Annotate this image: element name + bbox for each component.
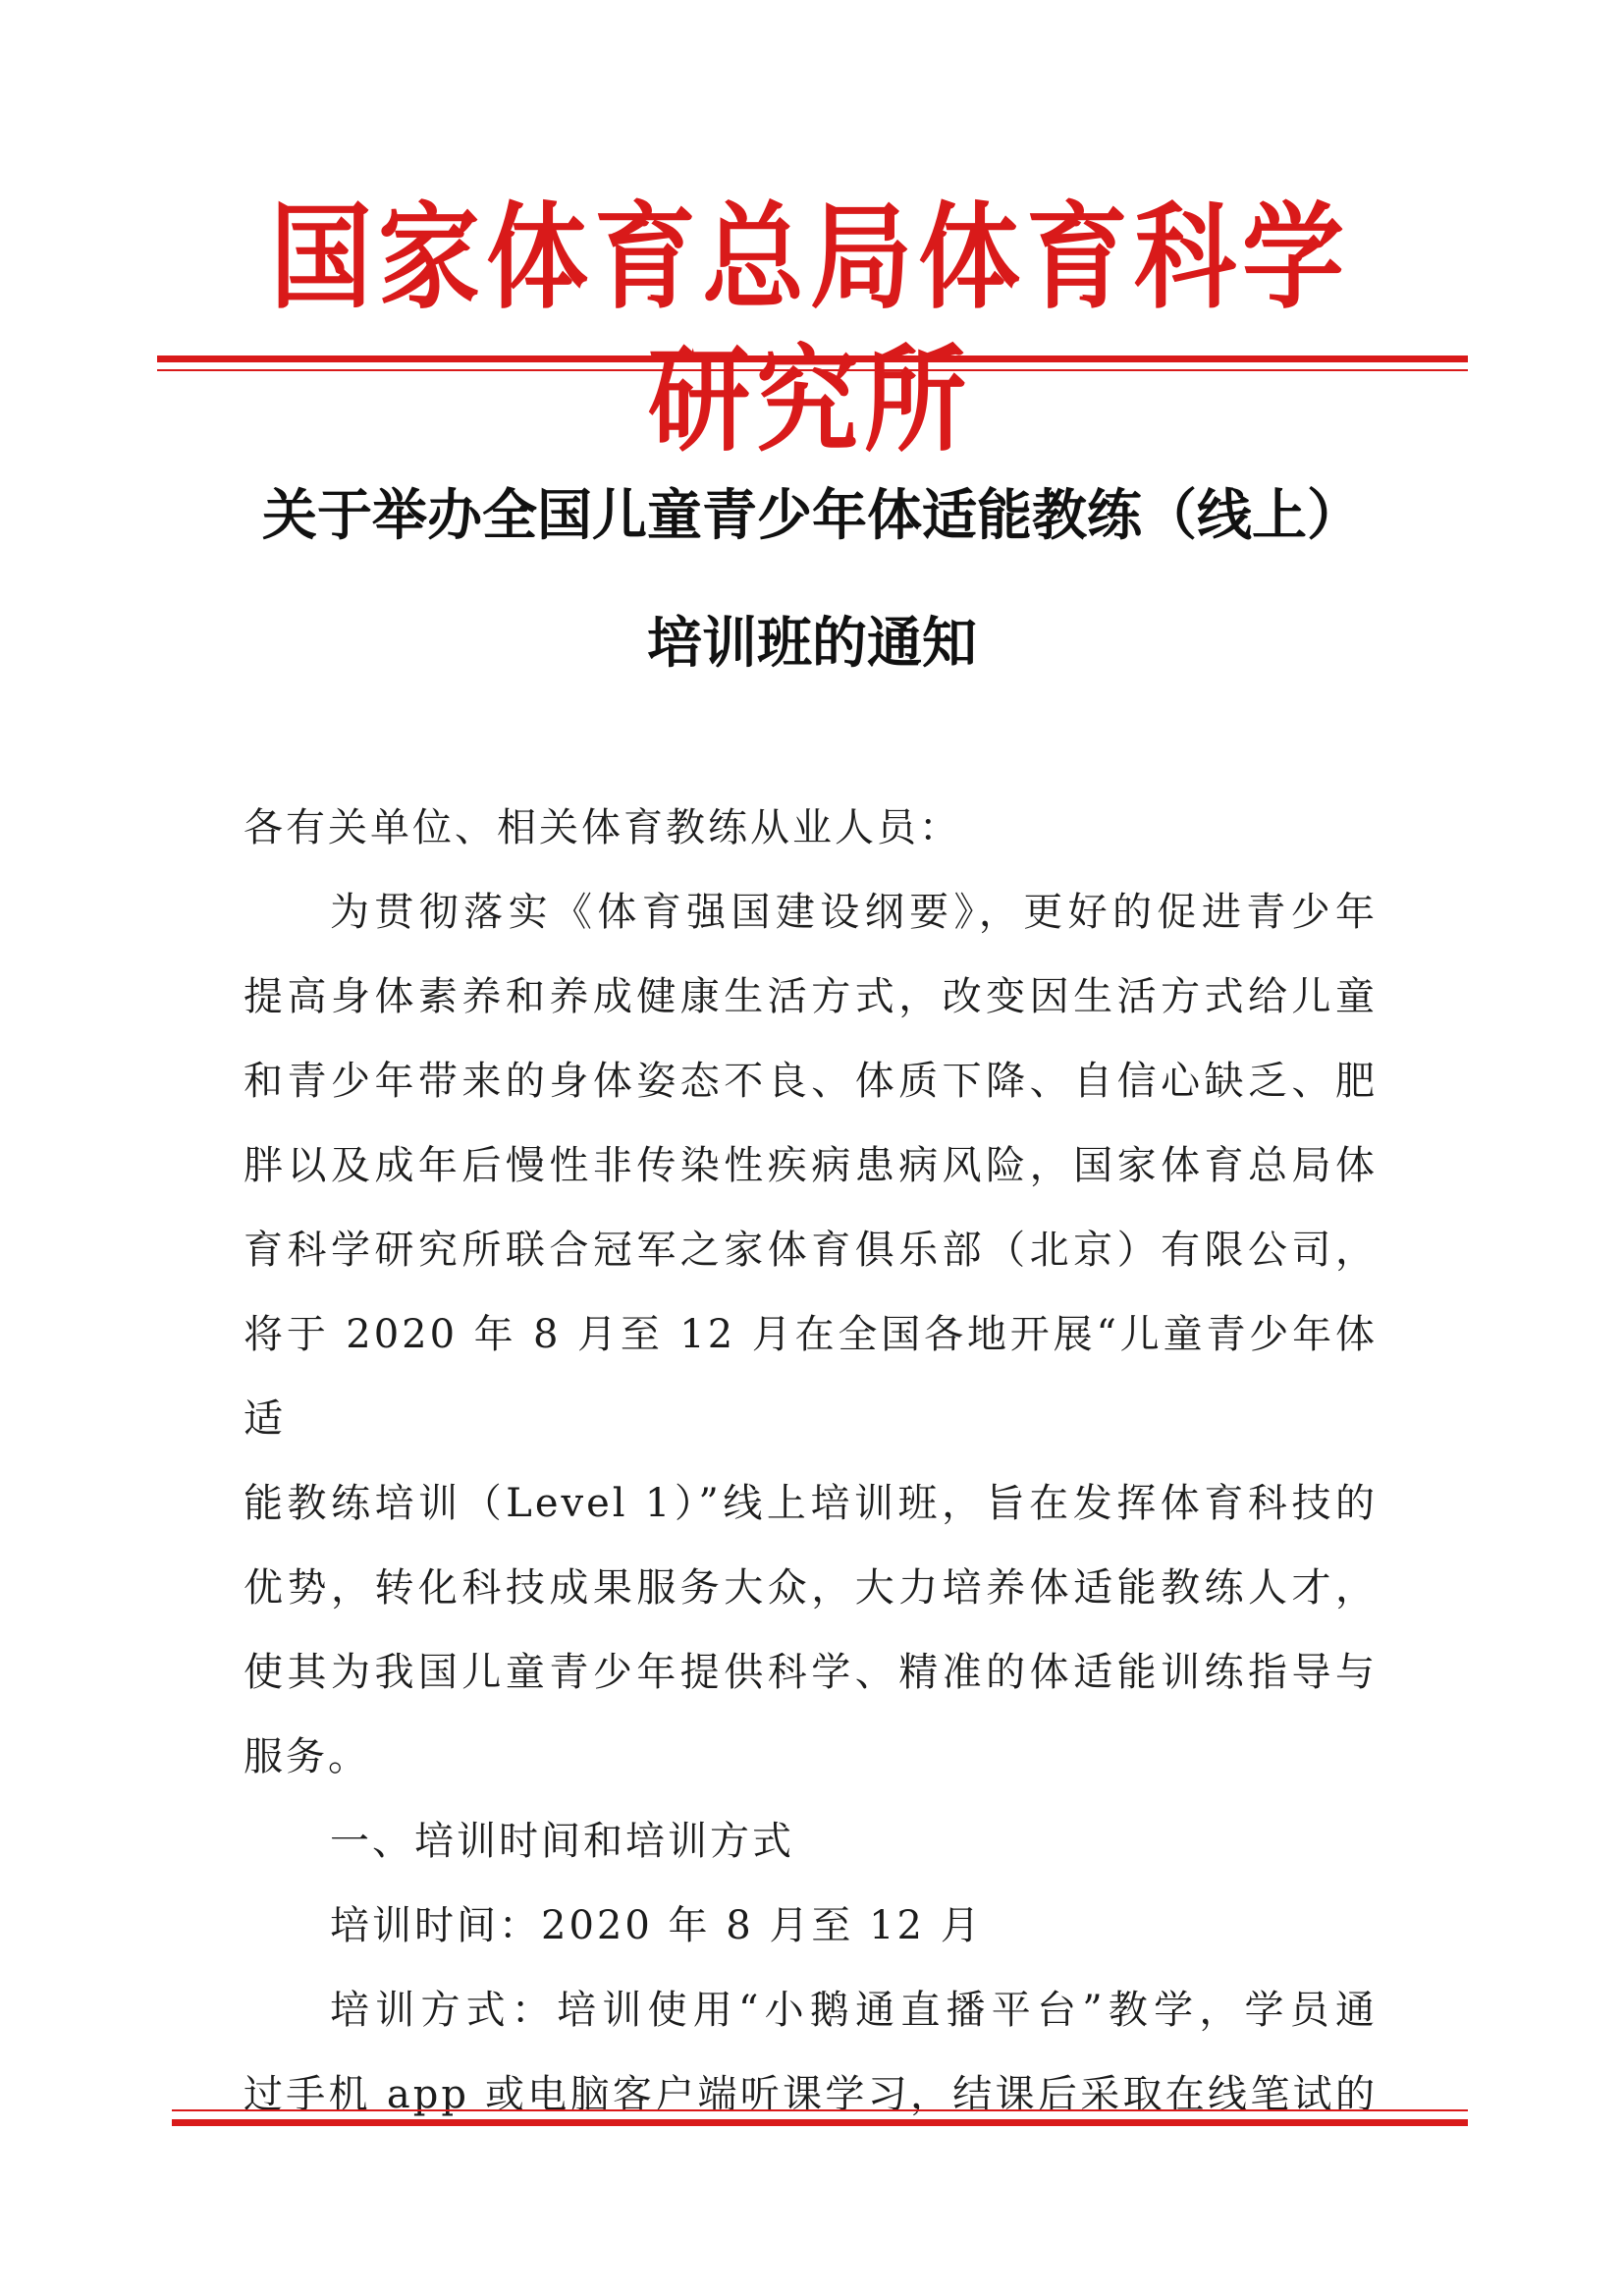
letterhead-org-name: 国家体育总局体育科学研究所 (269, 190, 1350, 468)
paragraph-line: 胖以及成年后慢性非传染性疾病患病风险，国家体育总局体 (244, 1143, 1378, 1188)
paragraph-line: 为贯彻落实《体育强国建设纲要》，更好的促进青少年 (330, 890, 1378, 935)
paragraph-line: 将于 2020 年 8 月至 12 月在全国各地开展“儿童青少年体适 (244, 1312, 1378, 1442)
training-time: 培训时间：2020 年 8 月至 12 月 (330, 1903, 983, 1948)
paragraph-line: 使其为我国儿童青少年提供科学、精准的体适能训练指导与 (244, 1650, 1378, 1695)
paragraph-line: 优势，转化科技成果服务大众，大力培养体适能教练人才， (244, 1565, 1378, 1611)
document-title-line-1: 关于举办全国儿童青少年体适能教练（线上） (262, 483, 1362, 548)
paragraph-line: 能教练培训（Level 1）”线上培训班，旨在发挥体育科技的 (244, 1481, 1378, 1526)
training-method-line: 培训方式：培训使用“小鹅通直播平台”教学，学员通 (330, 1988, 1378, 2033)
paragraph-line: 服务。 (244, 1734, 370, 1779)
letterhead-rule-thick (157, 355, 1468, 362)
paragraph-line: 和青少年带来的身体姿态不良、体质下降、自信心缺乏、肥 (244, 1059, 1378, 1104)
footer-rule-thick (172, 2119, 1468, 2126)
training-method-line: 过手机 app 或电脑客户端听课学习，结课后采取在线笔试的 (244, 2072, 1378, 2117)
document-title-line-2: 培训班的通知 (647, 611, 977, 676)
salutation: 各有关单位、相关体育教练从业人员： (244, 805, 961, 850)
section-heading-1: 一、培训时间和培训方式 (330, 1819, 794, 1864)
paragraph-line: 提高身体素养和养成健康生活方式，改变因生活方式给儿童 (244, 974, 1378, 1019)
document-body (244, 786, 1378, 2137)
paragraph-line: 育科学研究所联合冠军之家体育俱乐部（北京）有限公司， (244, 1228, 1378, 1273)
letterhead-rule-thin (157, 369, 1468, 371)
footer-rule-thin (172, 2109, 1468, 2111)
